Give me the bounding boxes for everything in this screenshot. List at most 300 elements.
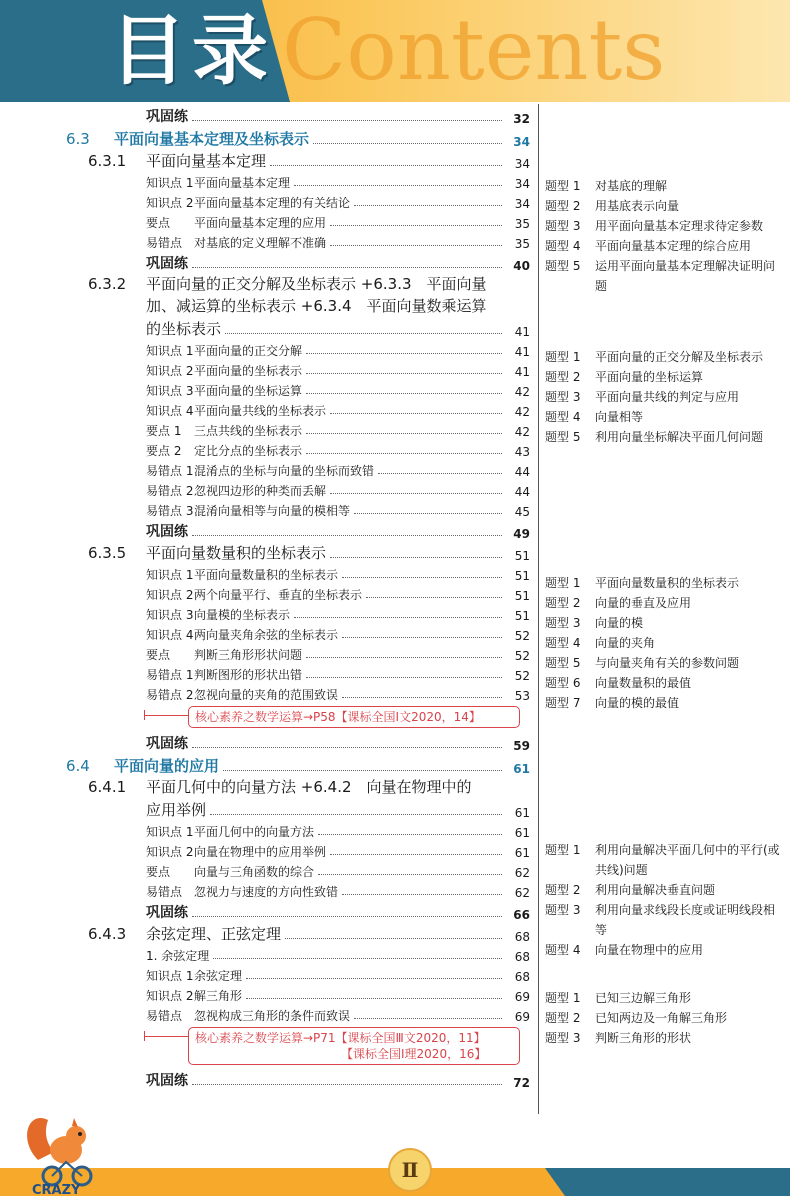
toc-title: 1. 余弦定理 [146, 949, 210, 963]
toc-item[interactable] [0, 944, 530, 964]
callout-text: 核心素养之数学运算→P58【课标全国Ⅰ文2020，14】 [195, 710, 481, 724]
toc-title: 判断三角形形状问题 [194, 648, 303, 662]
toc-title: 平面向量共线的坐标表示 [194, 404, 327, 418]
page-number: 49 [513, 527, 530, 541]
toc-title: 向量在物理中的应用举例 [194, 845, 327, 859]
toc-title: 平面向量的坐标运算 [194, 384, 303, 398]
question-type-title: 向量数量积的最值 [595, 676, 692, 690]
page-number: 42 [514, 405, 530, 419]
leader-dots [306, 433, 502, 434]
leader-dots [306, 657, 502, 658]
leader-dots [192, 916, 502, 917]
toc-item[interactable] [0, 459, 530, 479]
question-type-tag: 题型 1 [545, 991, 581, 1005]
column-divider [538, 104, 539, 1114]
toc-number: 6.3 [66, 130, 90, 148]
leader-dots [306, 353, 502, 354]
question-type-item[interactable] [545, 236, 780, 256]
leader-dots [330, 245, 502, 246]
toc-label [146, 863, 314, 880]
toc-item[interactable] [0, 984, 530, 1004]
page-number: 61 [514, 846, 530, 860]
toc-label [146, 214, 326, 231]
question-type-tag: 题型 2 [545, 596, 581, 610]
toc-label [146, 462, 374, 479]
question-type-title: 向量的模的最值 [595, 696, 680, 710]
toc-subsection-line [0, 776, 530, 798]
item-kind: 易错点 2 [146, 688, 194, 702]
toc-title: 平面向量基本定理 [146, 152, 267, 170]
leader-dots [330, 225, 502, 226]
question-type-tag: 题型 2 [545, 199, 581, 213]
toc-item[interactable] [0, 231, 530, 251]
question-type-item[interactable] [545, 673, 780, 693]
question-type-title: 判断三角形的形状 [595, 1031, 692, 1045]
toc-subsection-line [0, 273, 530, 295]
page-number: 61 [513, 762, 530, 776]
question-type-item[interactable] [545, 427, 780, 447]
leader-dots [318, 834, 502, 835]
toc-label [146, 1007, 350, 1024]
toc-item[interactable] [0, 359, 530, 379]
item-kind: 知识点 1 [146, 568, 194, 582]
toc-title: 向量与三角函数的综合 [194, 865, 315, 879]
toc-title: 巩固练 [146, 905, 188, 921]
toc-title: 平面向量数量积的坐标表示 [146, 544, 327, 562]
question-type-title: 向量的夹角 [595, 636, 656, 650]
toc-section[interactable] [0, 126, 530, 149]
toc-label [146, 686, 338, 703]
leader-dots [330, 854, 502, 855]
leader-dots [306, 373, 502, 374]
squirrel-mascot-icon [18, 1100, 108, 1196]
toc-label [146, 606, 290, 623]
leader-dots [354, 1018, 502, 1019]
toc-label [146, 823, 314, 840]
leader-dots [285, 938, 502, 939]
leader-dots [270, 165, 502, 166]
question-type-title: 与向量夹角有关的参数问题 [595, 656, 740, 670]
question-type-tag: 题型 4 [545, 943, 581, 957]
toc-title: 巩固练 [146, 109, 188, 125]
core-literacy-callout[interactable] [0, 703, 530, 731]
question-type-item[interactable] [545, 613, 780, 633]
question-type-item[interactable] [545, 216, 780, 236]
item-kind: 易错点 [146, 236, 183, 250]
toc-label [146, 442, 302, 459]
leader-dots [313, 143, 502, 144]
leader-dots [342, 637, 502, 638]
toc-label [146, 967, 242, 984]
toc-item[interactable] [0, 211, 530, 231]
question-type-tag: 题型 3 [545, 390, 581, 404]
question-type-title: 平面向量数量积的坐标表示 [595, 576, 740, 590]
header-banner [0, 0, 790, 102]
item-kind: 易错点 3 [146, 504, 194, 518]
page-number: 35 [514, 237, 530, 251]
toc-title: 平面几何中的向量方法 +6.4.2 向量在物理中的 [146, 778, 472, 796]
question-type-title: 向量的垂直及应用 [595, 596, 692, 610]
page-number: 35 [514, 217, 530, 231]
page-number: 68 [514, 930, 530, 944]
callout-connector [144, 715, 188, 716]
page-number: 41 [514, 365, 530, 379]
leader-dots [223, 770, 502, 771]
page-number: 68 [514, 970, 530, 984]
toc-item[interactable] [0, 683, 530, 703]
toc-label [146, 883, 338, 900]
question-type-item[interactable] [545, 387, 780, 407]
question-type-tag: 题型 4 [545, 636, 581, 650]
toc-label [146, 422, 302, 439]
question-type-tag: 题型 1 [545, 350, 581, 364]
question-type-item[interactable] [545, 347, 780, 367]
toc-title: 两向量夹角余弦的坐标表示 [194, 628, 339, 642]
item-kind: 知识点 2 [146, 989, 194, 1003]
page-number: 52 [514, 649, 530, 663]
toc-label [146, 586, 362, 603]
question-type-title: 对基底的理解 [595, 179, 668, 193]
item-kind: 要点 1 [146, 424, 182, 438]
item-kind: 要点 [146, 216, 171, 230]
question-type-title: 向量的模 [595, 616, 644, 630]
leader-dots [306, 677, 502, 678]
question-type-item[interactable] [545, 988, 780, 1008]
toc-number: 6.3.1 [88, 152, 127, 170]
leader-dots [318, 874, 502, 875]
page-number: 41 [514, 345, 530, 359]
item-kind: 知识点 4 [146, 404, 194, 418]
question-type-tag: 题型 2 [545, 1011, 581, 1025]
toc-title: 加、减运算的坐标表示 +6.3.4 平面向量数乘运算 [146, 297, 487, 315]
toc-item[interactable] [0, 820, 530, 840]
callout-text: 核心素养之数学运算→P71【课标全国Ⅲ文2020，11】 [195, 1031, 486, 1045]
toc-title: 解三角形 [194, 989, 243, 1003]
leader-dots [246, 998, 502, 999]
question-type-tag: 题型 6 [545, 676, 581, 690]
toc-title: 忽视构成三角形的条件而致误 [194, 1009, 351, 1023]
toc-item[interactable] [0, 479, 530, 499]
leader-dots [192, 747, 502, 748]
toc-label [146, 382, 302, 399]
page-number: 69 [514, 1010, 530, 1024]
question-type-item[interactable] [545, 653, 780, 673]
page-number: 34 [514, 197, 530, 211]
item-kind: 知识点 1 [146, 825, 194, 839]
leader-dots [294, 185, 502, 186]
leader-dots [306, 393, 502, 394]
toc-item[interactable] [0, 499, 530, 519]
item-kind: 知识点 2 [146, 588, 194, 602]
item-kind: 知识点 1 [146, 344, 194, 358]
leader-dots [342, 697, 502, 698]
toc-title: 判断图形的形状出错 [194, 668, 303, 682]
toc-item[interactable] [0, 439, 530, 459]
item-kind: 知识点 4 [146, 628, 194, 642]
leader-dots [306, 453, 502, 454]
item-kind: 易错点 [146, 1009, 183, 1023]
question-type-tag: 题型 3 [545, 616, 581, 630]
toc-title: 应用举例 [146, 801, 207, 819]
toc-title: 平面向量基本定理的有关结论 [194, 196, 351, 210]
question-type-tag: 题型 5 [545, 656, 581, 670]
toc-item[interactable] [0, 880, 530, 900]
page-number: 51 [514, 589, 530, 603]
leader-dots [246, 978, 502, 979]
toc-item[interactable] [0, 964, 530, 984]
question-type-title: 平面向量的正交分解及坐标表示 [595, 350, 764, 364]
toc-title: 两个向量平行、垂直的坐标表示 [194, 588, 363, 602]
page-number: 43 [514, 445, 530, 459]
leader-dots [378, 473, 502, 474]
toc-label [146, 174, 290, 191]
leader-dots [342, 577, 502, 578]
toc-title: 三点共线的坐标表示 [194, 424, 303, 438]
question-type-tag: 题型 1 [545, 576, 581, 590]
toc-label [146, 566, 338, 583]
callout-connector [144, 1036, 188, 1037]
toc-item[interactable] [0, 191, 530, 211]
page-number: 52 [514, 669, 530, 683]
toc-item[interactable] [0, 840, 530, 860]
toc-title: 混淆向量相等与向量的模相等 [194, 504, 351, 518]
page-number: 44 [514, 485, 530, 499]
page-number: 45 [514, 505, 530, 519]
callout-tick [144, 710, 145, 720]
question-type-item[interactable] [545, 900, 780, 940]
item-kind: 要点 [146, 865, 171, 879]
question-type-item[interactable] [545, 1008, 780, 1028]
question-type-title: 利用向量解决平面几何中的平行(或共线)问题 [595, 843, 780, 877]
page-number: 69 [514, 990, 530, 1004]
toc-subsection[interactable] [0, 798, 530, 820]
leader-dots [330, 493, 502, 494]
page-number: 62 [514, 866, 530, 880]
question-type-tag: 题型 5 [545, 430, 581, 444]
question-type-item[interactable] [545, 593, 780, 613]
leader-dots [210, 814, 502, 815]
toc-item[interactable] [0, 1004, 530, 1024]
toc-subsection-line [0, 295, 530, 317]
item-kind: 知识点 1 [146, 176, 194, 190]
item-kind: 易错点 1 [146, 464, 194, 478]
toc-section[interactable] [0, 753, 530, 776]
toc-practice[interactable] [0, 731, 530, 753]
page-number: 61 [514, 826, 530, 840]
page-number-badge: Ⅱ [388, 1148, 432, 1192]
toc-title: 忽视四边形的种类而丢解 [194, 484, 327, 498]
toc-label [146, 626, 338, 643]
page-number: 66 [513, 908, 530, 922]
page-number: 51 [514, 609, 530, 623]
toc-subsection[interactable] [0, 922, 530, 944]
page-number: 34 [513, 135, 530, 149]
toc-number: 6.4 [66, 757, 90, 775]
toc-practice[interactable] [0, 519, 530, 541]
item-kind: 知识点 2 [146, 196, 194, 210]
toc-item[interactable] [0, 379, 530, 399]
page-number: 68 [514, 950, 530, 964]
question-type-tag: 题型 3 [545, 903, 581, 917]
toc-title: 混淆点的坐标与向量的坐标而致错 [194, 464, 375, 478]
question-type-title: 平面向量的坐标运算 [595, 370, 704, 384]
leader-dots [192, 535, 502, 536]
item-kind: 知识点 1 [146, 969, 194, 983]
callout-box [188, 1027, 520, 1065]
question-type-item[interactable] [545, 256, 780, 296]
toc-label [146, 234, 326, 251]
question-type-item[interactable] [545, 176, 780, 196]
question-type-title: 运用平面向量基本定理解决证明问题 [595, 259, 776, 293]
item-kind: 知识点 2 [146, 364, 194, 378]
page-number: 51 [514, 569, 530, 583]
leader-dots [192, 120, 502, 121]
leader-dots [366, 597, 502, 598]
toc-title: 平面向量的正交分解 [194, 344, 303, 358]
question-type-title: 用平面向量基本定理求待定参数 [595, 219, 764, 233]
callout-tick [144, 1031, 145, 1041]
toc-title: 平面向量的坐标表示 [194, 364, 303, 378]
page-number: 32 [513, 112, 530, 126]
toc-title: 巩固练 [146, 524, 188, 540]
callout-text: 【课标全国Ⅰ理2020，16】 [341, 1047, 487, 1061]
leader-dots [342, 894, 502, 895]
question-type-title: 向量在物理中的应用 [595, 943, 704, 957]
page-number: 40 [513, 259, 530, 273]
callout-box [188, 706, 520, 728]
page-number: 42 [514, 385, 530, 399]
page-number: 59 [513, 739, 530, 753]
question-type-title: 利用向量求线段长度或证明线段相等 [595, 903, 776, 937]
item-kind: 知识点 2 [146, 845, 194, 859]
question-type-item[interactable] [545, 1028, 780, 1048]
toc-label [146, 342, 302, 359]
toc-item[interactable] [0, 419, 530, 439]
toc-subsection[interactable] [0, 317, 530, 339]
leader-dots [330, 413, 502, 414]
question-type-tag: 题型 2 [545, 370, 581, 384]
page-number: 51 [514, 549, 530, 563]
toc-label [146, 194, 350, 211]
toc-title: 巩固练 [146, 736, 188, 752]
question-type-item[interactable] [545, 573, 780, 593]
core-literacy-callout[interactable] [0, 1024, 530, 1068]
item-kind: 要点 [146, 648, 171, 662]
leader-dots [225, 333, 502, 334]
question-type-tag: 题型 1 [545, 179, 581, 193]
toc-practice[interactable] [0, 900, 530, 922]
toc-title: 对基底的定义理解不准确 [194, 236, 327, 250]
question-type-title: 向量相等 [595, 410, 644, 424]
toc-item[interactable] [0, 339, 530, 359]
toc-title: 忽视向量的夹角的范围致误 [194, 688, 339, 702]
question-type-tag: 题型 3 [545, 219, 581, 233]
question-type-tag: 题型 4 [545, 239, 581, 253]
header-contents-word: Contents [282, 1, 666, 99]
page-number: 34 [514, 177, 530, 191]
question-type-item[interactable] [545, 880, 780, 900]
toc-item[interactable] [0, 643, 530, 663]
toc-label [146, 402, 326, 419]
question-type-item[interactable] [545, 407, 780, 427]
toc-label [146, 666, 302, 683]
question-type-item[interactable] [545, 367, 780, 387]
toc-item[interactable] [0, 663, 530, 683]
toc-subsection[interactable] [0, 541, 530, 563]
toc-title: 定比分点的坐标表示 [194, 444, 303, 458]
question-type-title: 平面向量共线的判定与应用 [595, 390, 740, 404]
item-kind: 要点 2 [146, 444, 182, 458]
toc-title: 平面向量基本定理的应用 [194, 216, 327, 230]
toc-label [88, 542, 326, 563]
toc-item[interactable] [0, 171, 530, 191]
question-type-tag: 题型 7 [545, 696, 581, 710]
toc-title: 巩固练 [146, 1073, 188, 1089]
toc-label [66, 128, 309, 149]
item-kind: 知识点 3 [146, 384, 194, 398]
toc-number: 6.4.3 [88, 925, 127, 943]
toc-title: 巩固练 [146, 256, 188, 272]
toc-item[interactable] [0, 583, 530, 603]
question-type-title: 已知三边解三角形 [595, 991, 692, 1005]
leader-dots [213, 958, 502, 959]
toc-item[interactable] [0, 399, 530, 419]
leader-dots [192, 267, 502, 268]
question-type-title: 平面向量基本定理的综合应用 [595, 239, 752, 253]
page-number: 44 [514, 465, 530, 479]
toc-item[interactable] [0, 603, 530, 623]
leader-dots [354, 205, 502, 206]
toc-item[interactable] [0, 623, 530, 643]
question-type-tag: 题型 3 [545, 1031, 581, 1045]
question-type-item[interactable] [545, 840, 780, 880]
toc-title: 的坐标表示 [146, 320, 222, 338]
toc-title: 平面向量的正交分解及坐标表示 +6.3.3 平面向量 [146, 275, 487, 293]
toc-label [66, 755, 219, 776]
toc-number: 6.3.5 [88, 544, 127, 562]
page-number: 52 [514, 629, 530, 643]
toc-subsection[interactable] [0, 149, 530, 171]
toc-title: 余弦定理 [194, 969, 243, 983]
question-type-item[interactable] [545, 633, 780, 653]
toc-item[interactable] [0, 563, 530, 583]
toc-label [146, 482, 326, 499]
question-type-item[interactable] [545, 940, 780, 960]
toc-title: 平面向量数量积的坐标表示 [194, 568, 339, 582]
question-type-tag: 题型 1 [545, 843, 581, 857]
toc-label [88, 150, 266, 171]
question-type-item[interactable] [545, 693, 780, 713]
toc-label [146, 843, 326, 860]
question-type-tag: 题型 4 [545, 410, 581, 424]
page-number: 61 [514, 806, 530, 820]
toc-practice[interactable] [0, 251, 530, 273]
toc-practice[interactable] [0, 1068, 530, 1090]
toc-practice[interactable] [0, 104, 530, 126]
toc-title: 平面向量基本定理 [194, 176, 291, 190]
page-number: 41 [514, 325, 530, 339]
toc-title: 忽视力与速度的方向性致错 [194, 885, 339, 899]
question-type-tag: 题型 5 [545, 259, 581, 273]
leader-dots [294, 617, 502, 618]
question-type-tag: 题型 2 [545, 883, 581, 897]
item-kind: 易错点 1 [146, 668, 194, 682]
toc-item[interactable] [0, 860, 530, 880]
toc-label [146, 362, 302, 379]
toc-label [146, 502, 350, 519]
leader-dots [330, 557, 502, 558]
question-type-item[interactable] [545, 196, 780, 216]
